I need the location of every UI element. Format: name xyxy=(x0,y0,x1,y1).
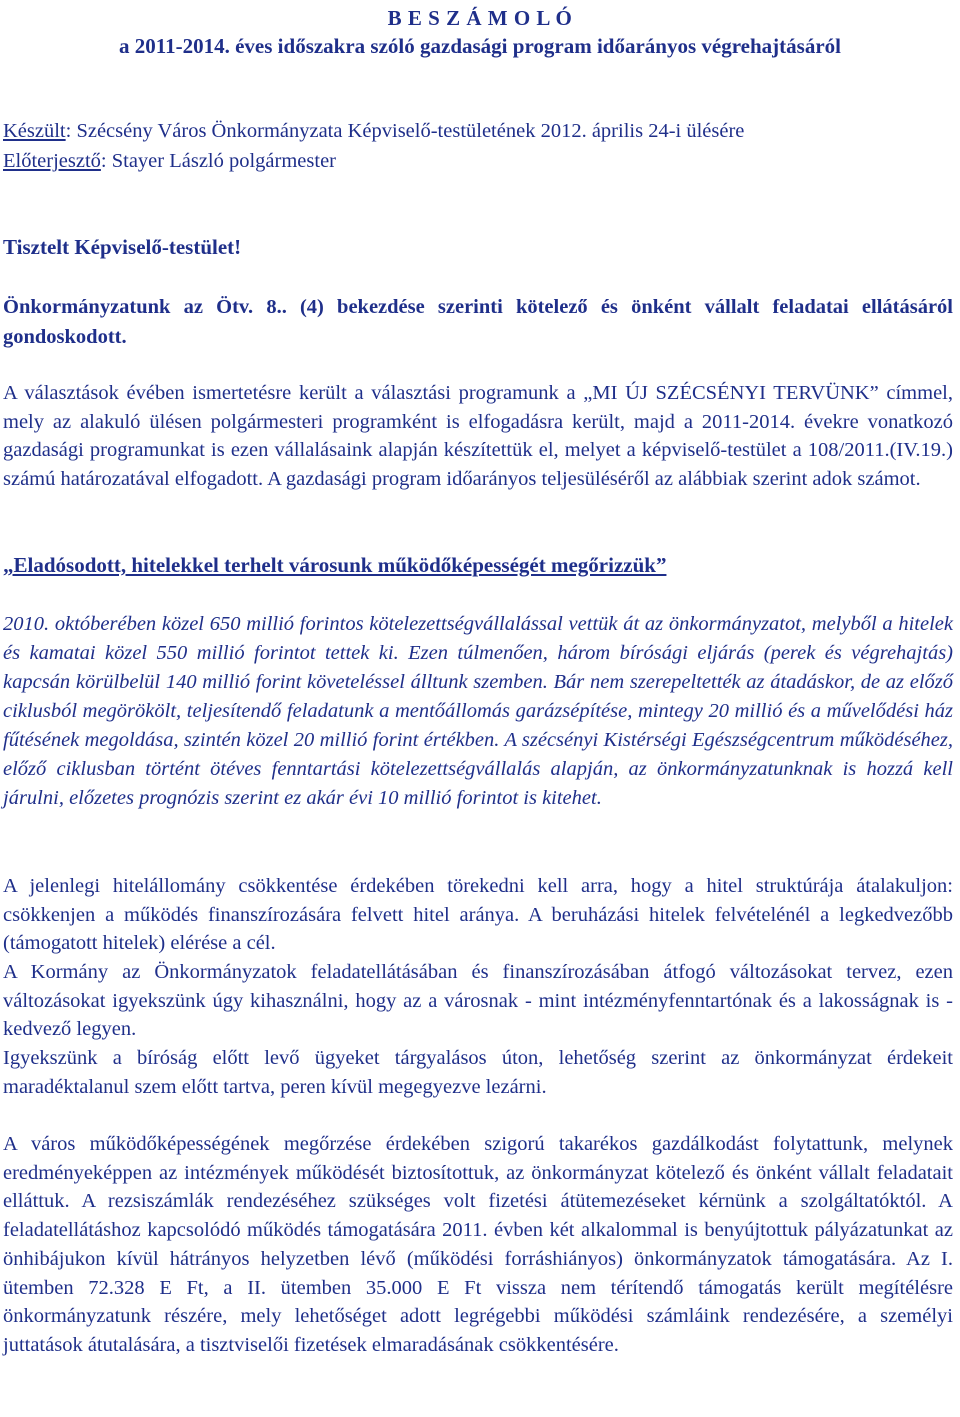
presenter-value: : Stayer László polgármester xyxy=(100,150,337,172)
section-slogan: „Eladósodott, hitelekkel terhelt városunk működőképességét megőrizzük” xyxy=(3,553,667,577)
paragraph-loans: A jelenlegi hitelállomány csökkentése érdekében törekedni kell arra, hogy a hitel struktúrája átalakuljon: csökkenjen a működés finanszírozására felvett hitel aránya. A beruházási hitelek felvételénél a legkedvezőbb (támogatott hitelek) elérése a cél. xyxy=(3,875,953,955)
paragraph-operations: A város működőképességének megőrzése érdekében szigorú takarékos gazdálkodást folytattunk, melynek eredményeképpen az intézmények működését biztosítottuk, az önkormányzat kötelező és önként vállalt feladatait elláttuk. A rezsiszámlák rendezéséhez szükséges volt fizetési átütemezéseket kérnünk a szolgáltatóktól. A feladatellátáshoz kapcsolódó működés támogatására 2011. évben két alkalommal is benyújtottuk pályázatunkat az önhibájukon kívül hátrányos helyzetben lévő (működési forráshiányos) önkormányzatok támogatására. Az I. ütemben 72.328 E Ft, a II. ütemben 35.000 E Ft vissza nem térítendő támogatás került megítélésre önkormányzatunk részére, mely lehetőséget adott legrégebbi működési számláink rendezésére, a személyi juttatások átutalására, a tisztviselői fizetések elmaradásának csökkentésére. xyxy=(3,1133,953,1356)
paragraph-program: A választások évében ismertetésre került a választási programunk a „MI ÚJ SZÉCSÉNYI TERVÜNK” címmel, mely az alakuló ülésen polgármesteri programként is elfogadásra került, majd a 2011-2014. évekre vonatkozó gazdasági programunkat is ezen vállalásaink alapján készítettük el, melyet a képviselő-testület a 108/2011.(IV.19.) számú határozatával elfogadott. A gazdasági program időarányos teljesüléséről az alábbiak szerint adok számot. xyxy=(3,382,953,491)
document-subtitle: a 2011-2014. éves időszakra szóló gazdasági program időarányos végrehajtásáról xyxy=(119,34,841,58)
presenter-line xyxy=(3,150,953,173)
paragraph-government: A Kormány az Önkormányzatok feladatellátásában és finanszírozásában átfogó változásokat tervez, ezen változásokat igyekszünk úgy kihasználni, hogy az a városnak - mint intézményfenntartónak és a lakosságnak is - kedvező legyen. xyxy=(3,961,953,1041)
intro-paragraph: Önkormányzatunk az Ötv. 8.. (4) bekezdése szerinti kötelező és önként vállalt feladatai ellátásáról gondoskodott. xyxy=(3,296,953,348)
prepared-value: : Szécsény Város Önkormányzata Képviselő-testületének 2012. április 24-i ülésére xyxy=(65,120,745,142)
document-title: B E S Z Á M O L Ó xyxy=(387,6,573,30)
paragraph-court: Igyekszünk a bíróság előtt levő ügyeket tárgyalásos úton, lehetőség szerint az önkormányzat érdekeit maradéktalanul szem előtt tartva, peren kívül megegyezve lezárni. xyxy=(3,1047,953,1098)
greeting: Tisztelt Képviselő-testület! xyxy=(3,235,242,259)
paragraph-debt: 2010. októberében közel 650 millió forintos kötelezettségvállalással vettük át az önkormányzatot, melyből a hitelek és kamatai közel 550 millió forintot tettek ki. Ezen túlmenően, három bírósági eljárás (perek és végrehajtás) kapcsán körülbelül 140 millió forint követeléssel álltunk szemben. Bár nem szerepeltették az átadáskor, de az előző ciklusból megörökölt, teljesítendő feladatunk a mentőállomás garázsépítése, mintegy 20 millió és a művelődési ház fűtésének megoldása, szintén közel 20 millió forint értékben. A szécsényi Kistérségi Egészségcentrum működéséhez, előző ciklusban történt ötéves fenntartási kötelezettségvállalás alapján, az önkormányzatunknak is hozzá kell járulni, előzetes prognózis szerint ez akár évi 10 millió forintot is kitehet. xyxy=(3,613,953,809)
prepared-label: Készült xyxy=(3,120,66,142)
presenter-label: Előterjesztő xyxy=(3,150,101,172)
prepared-for-line xyxy=(3,120,953,143)
